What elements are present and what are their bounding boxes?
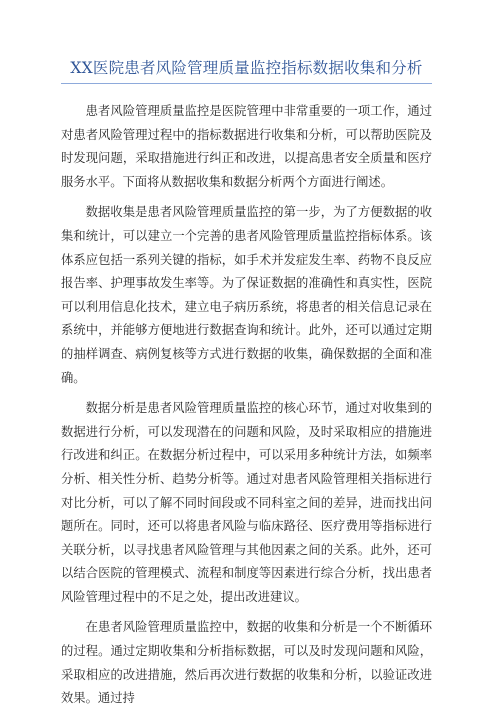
title-underline <box>61 83 432 84</box>
paragraph-data-analysis: 数据分析是患者风险管理质量监控的核心环节，通过对收集到的数据进行分析，可以发现潜在的问题和风险，及时采取相应的措施进行改进和纠正。在数据分析过程中，可以采用多种统计方法，如频率分析、相关性分析、趋势分析等。通过对患者风险管理相关指标进行对比分析，可以了解不同时间段或不同科室之间的差异，进而找出问题所在。同时，还可以将患者风险与临床路径、医疗费用等指标进行关联分析，以寻找患者风险管理与其他因素之间的关系。此外，还可以结合医院的管理模式、流程和制度等因素进行综合分析，找出患者风险管理过程中的不足之处，提出改进建议。 <box>61 401 432 604</box>
paragraph-intro: 患者风险管理质量监控是医院管理中非常重要的一项工作，通过对患者风险管理过程中的指标数据进行收集和分析，可以帮助医院及时发现问题，采取措施进行纠正和改进，以提高患者安全质量和医疗服务水平。下面将从数据收集和数据分析两个方面进行阐述。 <box>61 104 432 189</box>
document-title: XX医院患者风险管理质量监控指标数据收集和分析 <box>70 59 423 77</box>
paragraph-data-collection: 数据收集是患者风险管理质量监控的第一步，为了方便数据的收集和统计，可以建立一个完善的患者风险管理质量监控指标体系。该体系应包括一系列关键的指标，如手术并发症发生率、药物不良反应报告率、护理事故发生率等。为了保证数据的准确性和真实性，医院可以利用信息化技术，建立电子病历系统，将患者的相关信息记录在系统中，并能够方便地进行数据查询和统计。此外，还可以通过定期的抽样调查、病例复核等方式进行数据的收集，确保数据的全面和准确。 <box>61 205 432 385</box>
paragraph-continuous-cycle: 在患者风险管理质量监控中，数据的收集和分析是一个不断循环的过程。通过定期收集和分析指标数据，可以及时发现问题和风险，采取相应的改进措施，然后再次进行数据的收集和分析，以验证改进效果。通过持 <box>61 620 432 706</box>
